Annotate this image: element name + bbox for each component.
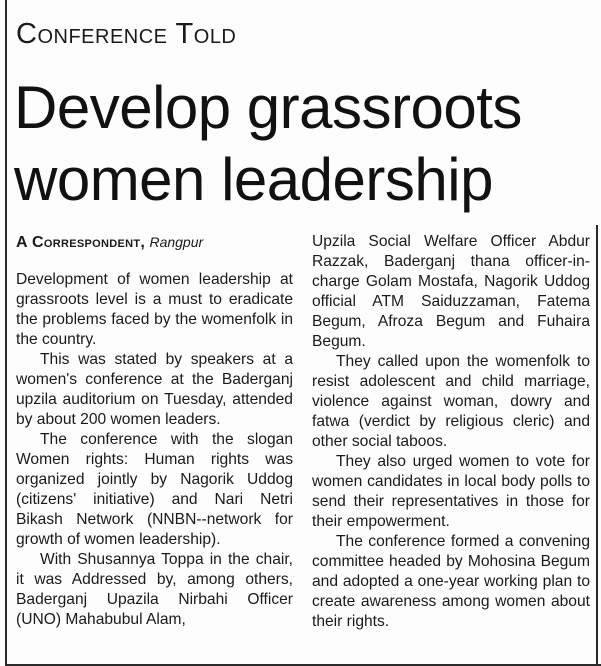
- article-column-left: [16, 232, 293, 630]
- byline-place: Rangpur: [149, 234, 204, 250]
- byline: [16, 232, 293, 253]
- headline: [14, 72, 522, 216]
- headline-line-1: Develop grassroots: [14, 74, 522, 141]
- kicker-label: Conference Told: [16, 18, 237, 50]
- right-border-rule: [596, 225, 598, 666]
- byline-name: A Correspondent,: [16, 234, 146, 251]
- left-border-rule: [5, 0, 7, 666]
- article-paragraph: This was stated by speakers at a women's conference at the Baderganj upzila auditorium on Tuesday, attended by about 200 women leaders.: [16, 351, 293, 428]
- article-paragraph: The conference formed a convening committee headed by Mohosina Begum and adopted a one-year working plan to create awareness among women about their rights.: [312, 533, 590, 630]
- article-paragraph: Upzila Social Welfare Officer Abdur Razzak, Baderganj thana officer-in-charge Golam Mostafa, Nagorik Uddog official ATM Saiduzzaman, Fatema Begum, Afroza Begum and Fuhaira Begum.: [312, 233, 590, 350]
- article-column-right: [312, 232, 590, 632]
- article-paragraph: With Shusannya Toppa in the chair, it was Addressed by, among others, Baderganj Upazila Nirbahi Officer (UNO) Mahabubul Alam,: [16, 551, 293, 628]
- article-paragraph: Development of women leadership at grassroots level is a must to eradicate the problems faced by the womenfolk in the country.: [16, 271, 293, 348]
- article-paragraph: They called upon the womenfolk to resist adolescent and child marriage, violence against woman, dowry and fatwa (verdict by religious cleric) and other social taboos.: [312, 353, 590, 450]
- article-paragraph: They also urged women to vote for women candidates in local body polls to send their representatives in those for their empowerment.: [312, 453, 590, 530]
- article-paragraph: The conference with the slogan Women rights: Human rights was organized jointly by Nagorik Uddog (citizens' initiative) and Nari Netri Bikash Network (NNBN--network for growth of women leadership).: [16, 431, 293, 548]
- headline-line-2: women leadership: [14, 146, 493, 213]
